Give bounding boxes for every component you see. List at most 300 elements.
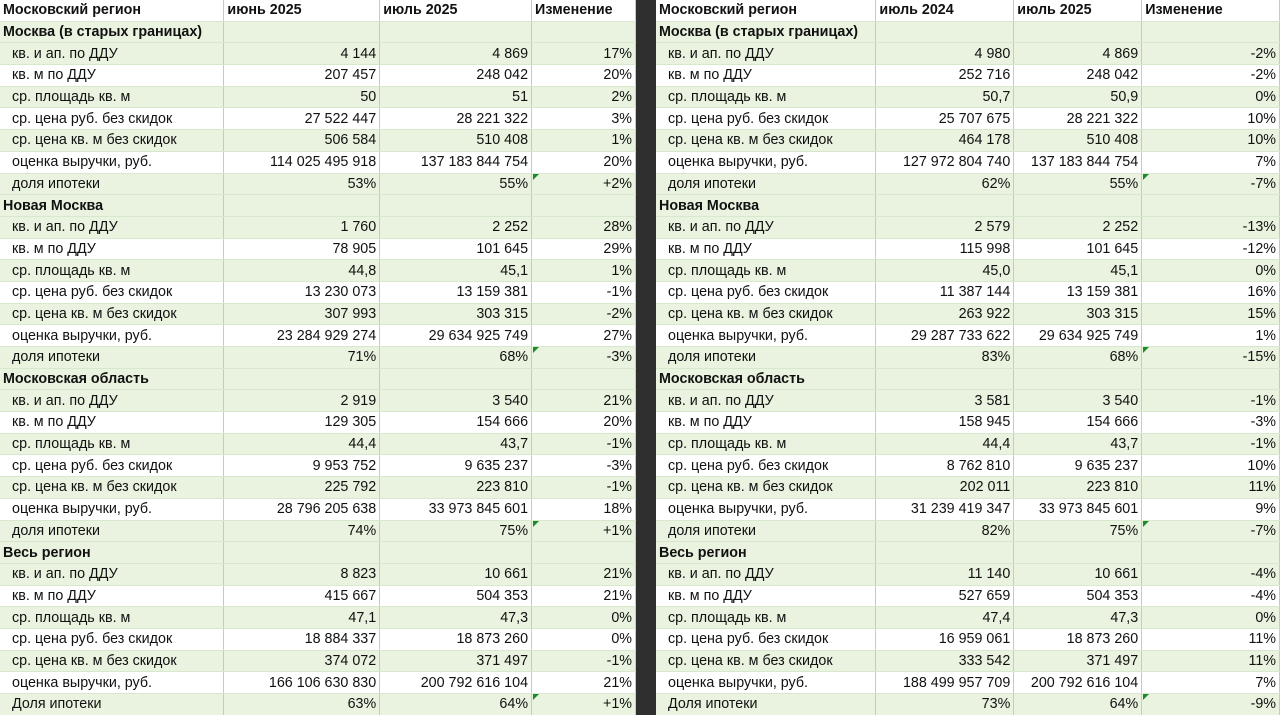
row-label-cell[interactable]: Весь регион — [0, 542, 224, 564]
row-label-cell[interactable]: оценка выручки, руб. — [656, 151, 876, 173]
value-cell-period-2[interactable]: 9 635 237 — [1014, 455, 1142, 477]
change-cell[interactable]: 11% — [1142, 628, 1280, 650]
value-cell-period-2[interactable]: 29 634 925 749 — [1014, 325, 1142, 347]
row-label-cell[interactable]: оценка выручки, руб. — [0, 325, 224, 347]
row-label-cell[interactable]: ср. цена руб. без скидок — [656, 455, 876, 477]
row-label-cell[interactable]: ср. площадь кв. м — [656, 260, 876, 282]
section-header-row — [656, 542, 1280, 564]
change-cell[interactable]: 29% — [532, 238, 636, 260]
value-cell-period-1[interactable]: 129 305 — [224, 412, 380, 434]
value-cell-period-2[interactable]: 43,7 — [1014, 433, 1142, 455]
value-cell-period-1[interactable]: 25 707 675 — [876, 108, 1014, 130]
value-cell-period-1[interactable]: 11 387 144 — [876, 281, 1014, 303]
row-label-cell[interactable]: ср. площадь кв. м — [0, 260, 224, 282]
table-row — [0, 585, 636, 607]
row-label-cell[interactable]: ср. площадь кв. м — [656, 607, 876, 629]
table-row — [656, 325, 1280, 347]
table-row — [656, 585, 1280, 607]
change-cell[interactable]: 28% — [532, 216, 636, 238]
change-cell[interactable]: 1% — [1142, 325, 1280, 347]
value-cell-period-1[interactable]: 2 919 — [224, 390, 380, 412]
change-cell[interactable]: -15% — [1142, 347, 1280, 369]
value-cell-period-2[interactable]: 9 635 237 — [380, 455, 532, 477]
value-cell-period-2[interactable]: 248 042 — [380, 65, 532, 87]
change-cell[interactable]: 0% — [1142, 260, 1280, 282]
value-cell-period-1[interactable] — [224, 542, 380, 564]
row-label-cell[interactable]: доля ипотеки — [0, 520, 224, 542]
change-cell[interactable]: 1% — [532, 130, 636, 152]
row-label-cell[interactable]: ср. площадь кв. м — [0, 607, 224, 629]
change-cell[interactable]: -13% — [1142, 216, 1280, 238]
value-cell-period-2[interactable]: 303 315 — [1014, 303, 1142, 325]
row-label-cell[interactable]: кв. м по ДДУ — [656, 412, 876, 434]
value-cell-period-2[interactable]: 10 661 — [380, 563, 532, 585]
row-label-cell[interactable]: ср. цена кв. м без скидок — [0, 650, 224, 672]
value-cell-period-2[interactable] — [380, 195, 532, 217]
row-label-cell[interactable]: ср. цена руб. без скидок — [656, 628, 876, 650]
row-label-cell[interactable]: кв. м по ДДУ — [0, 585, 224, 607]
value-cell-period-2[interactable] — [380, 368, 532, 390]
row-label-cell[interactable]: ср. площадь кв. м — [656, 433, 876, 455]
row-label-cell[interactable]: ср. цена кв. м без скидок — [656, 477, 876, 499]
value-cell-period-1[interactable]: 8 762 810 — [876, 455, 1014, 477]
cell-comment-marker — [533, 174, 539, 180]
value-cell-period-2[interactable] — [1014, 542, 1142, 564]
row-label-cell[interactable]: кв. м по ДДУ — [0, 412, 224, 434]
value-cell-period-1[interactable]: 8 823 — [224, 563, 380, 585]
value-cell-period-1[interactable]: 207 457 — [224, 65, 380, 87]
row-label-cell[interactable]: Москва (в старых границах) — [0, 21, 224, 43]
value-cell-period-1[interactable] — [876, 542, 1014, 564]
table-row — [656, 260, 1280, 282]
change-cell[interactable]: 7% — [1142, 151, 1280, 173]
change-cell[interactable]: 17% — [532, 43, 636, 65]
value-cell-period-2[interactable]: 10 661 — [1014, 563, 1142, 585]
row-label-cell[interactable]: кв. м по ДДУ — [0, 65, 224, 87]
value-cell-period-2[interactable]: 13 159 381 — [1014, 281, 1142, 303]
value-cell-period-1[interactable]: 23 284 929 274 — [224, 325, 380, 347]
change-cell[interactable] — [532, 542, 636, 564]
change-cell[interactable]: 11% — [1142, 650, 1280, 672]
value-cell-period-2[interactable]: 68% — [1014, 347, 1142, 369]
value-cell-period-1[interactable]: 3 581 — [876, 390, 1014, 412]
value-cell-period-2[interactable]: 64% — [1014, 694, 1142, 715]
value-cell-period-2[interactable] — [380, 542, 532, 564]
row-label-cell[interactable]: ср. площадь кв. м — [656, 86, 876, 108]
value-cell-period-2[interactable]: 137 183 844 754 — [1014, 151, 1142, 173]
value-cell-period-2[interactable]: 371 497 — [1014, 650, 1142, 672]
value-cell-period-1[interactable]: 127 972 804 740 — [876, 151, 1014, 173]
change-cell[interactable]: -9% — [1142, 694, 1280, 715]
section-header-row — [0, 368, 636, 390]
table-row — [0, 628, 636, 650]
change-cell[interactable]: 20% — [532, 151, 636, 173]
value-cell-period-1[interactable]: 44,4 — [876, 433, 1014, 455]
change-cell[interactable]: -7% — [1142, 520, 1280, 542]
value-cell-period-1[interactable]: 114 025 495 918 — [224, 151, 380, 173]
value-cell-period-2[interactable]: 18 873 260 — [380, 628, 532, 650]
column-header[interactable]: Изменение — [1142, 0, 1280, 21]
value-cell-period-2[interactable]: 33 973 845 601 — [380, 498, 532, 520]
value-cell-period-2[interactable]: 45,1 — [380, 260, 532, 282]
value-cell-period-2[interactable]: 28 221 322 — [380, 108, 532, 130]
value-cell-period-2[interactable]: 154 666 — [1014, 412, 1142, 434]
value-cell-period-1[interactable]: 45,0 — [876, 260, 1014, 282]
table-row — [0, 43, 636, 65]
value-cell-period-2[interactable]: 45,1 — [1014, 260, 1142, 282]
value-cell-period-2[interactable]: 510 408 — [380, 130, 532, 152]
value-cell-period-2[interactable]: 75% — [380, 520, 532, 542]
row-label-cell[interactable]: ср. площадь кв. м — [0, 433, 224, 455]
value-cell-period-1[interactable]: 63% — [224, 694, 380, 715]
value-cell-period-2[interactable]: 43,7 — [380, 433, 532, 455]
value-cell-period-2[interactable] — [1014, 368, 1142, 390]
value-cell-period-2[interactable]: 371 497 — [380, 650, 532, 672]
value-cell-period-1[interactable]: 333 542 — [876, 650, 1014, 672]
value-cell-period-2[interactable]: 51 — [380, 86, 532, 108]
row-label-cell[interactable]: кв. и ап. по ДДУ — [656, 390, 876, 412]
cell-comment-marker — [533, 694, 539, 700]
right-table-panel — [656, 0, 1280, 715]
change-cell[interactable]: -3% — [532, 455, 636, 477]
row-label-cell[interactable]: Новая Москва — [656, 195, 876, 217]
value-cell-period-1[interactable] — [224, 195, 380, 217]
row-label-cell[interactable]: доля ипотеки — [656, 520, 876, 542]
table-row — [656, 216, 1280, 238]
row-label-cell[interactable]: ср. цена руб. без скидок — [0, 455, 224, 477]
section-header-row — [656, 195, 1280, 217]
value-cell-period-2[interactable]: 33 973 845 601 — [1014, 498, 1142, 520]
value-cell-period-1[interactable]: 83% — [876, 347, 1014, 369]
row-label-cell[interactable]: кв. и ап. по ДДУ — [656, 43, 876, 65]
change-cell[interactable]: -2% — [1142, 65, 1280, 87]
row-label-cell[interactable]: Москва (в старых границах) — [656, 21, 876, 43]
value-cell-period-2[interactable]: 4 869 — [380, 43, 532, 65]
column-header[interactable]: июль 2025 — [380, 0, 532, 21]
change-cell[interactable]: +2% — [532, 173, 636, 195]
row-label-cell[interactable]: оценка выручки, руб. — [656, 325, 876, 347]
row-label-cell[interactable]: ср. цена кв. м без скидок — [656, 303, 876, 325]
column-header[interactable]: июнь 2025 — [224, 0, 380, 21]
value-cell-period-1[interactable]: 16 959 061 — [876, 628, 1014, 650]
row-label-cell[interactable]: ср. цена руб. без скидок — [656, 108, 876, 130]
table-row — [656, 477, 1280, 499]
row-label-cell[interactable]: кв. м по ДДУ — [656, 65, 876, 87]
value-cell-period-2[interactable]: 101 645 — [1014, 238, 1142, 260]
change-cell[interactable]: 16% — [1142, 281, 1280, 303]
row-label-cell[interactable]: кв. и ап. по ДДУ — [656, 563, 876, 585]
change-cell[interactable]: -4% — [1142, 563, 1280, 585]
section-header-row — [656, 368, 1280, 390]
change-cell[interactable]: 2% — [532, 86, 636, 108]
table-row — [656, 108, 1280, 130]
table-row — [0, 65, 636, 87]
change-cell[interactable]: 0% — [532, 607, 636, 629]
value-cell-period-2[interactable]: 510 408 — [1014, 130, 1142, 152]
table-row — [0, 694, 636, 715]
row-label-cell[interactable]: Весь регион — [656, 542, 876, 564]
value-cell-period-1[interactable]: 263 922 — [876, 303, 1014, 325]
row-label-cell[interactable]: Московская область — [0, 368, 224, 390]
row-label-cell[interactable]: доля ипотеки — [656, 347, 876, 369]
change-cell[interactable]: -1% — [532, 650, 636, 672]
change-cell[interactable]: -2% — [1142, 43, 1280, 65]
value-cell-period-1[interactable]: 31 239 419 347 — [876, 498, 1014, 520]
value-cell-period-1[interactable]: 13 230 073 — [224, 281, 380, 303]
column-header[interactable]: июль 2024 — [876, 0, 1014, 21]
row-label-cell[interactable]: ср. цена руб. без скидок — [656, 281, 876, 303]
row-label-cell[interactable]: кв. м по ДДУ — [656, 585, 876, 607]
value-cell-period-1[interactable]: 74% — [224, 520, 380, 542]
change-cell[interactable]: -3% — [1142, 412, 1280, 434]
value-cell-period-2[interactable]: 303 315 — [380, 303, 532, 325]
value-cell-period-1[interactable]: 4 144 — [224, 43, 380, 65]
value-cell-period-1[interactable]: 44,4 — [224, 433, 380, 455]
change-cell[interactable]: 10% — [1142, 130, 1280, 152]
value-cell-period-1[interactable]: 18 884 337 — [224, 628, 380, 650]
change-cell[interactable]: 10% — [1142, 108, 1280, 130]
change-cell[interactable]: -1% — [1142, 433, 1280, 455]
row-label-cell[interactable]: доля ипотеки — [656, 173, 876, 195]
value-cell-period-1[interactable]: 62% — [876, 173, 1014, 195]
value-cell-period-1[interactable]: 464 178 — [876, 130, 1014, 152]
value-cell-period-1[interactable]: 11 140 — [876, 563, 1014, 585]
value-cell-period-1[interactable] — [876, 195, 1014, 217]
value-cell-period-1[interactable]: 53% — [224, 173, 380, 195]
row-label-cell[interactable]: оценка выручки, руб. — [656, 672, 876, 694]
change-cell[interactable]: 3% — [532, 108, 636, 130]
row-label-cell[interactable]: ср. цена кв. м без скидок — [656, 650, 876, 672]
change-cell[interactable]: 11% — [1142, 477, 1280, 499]
value-cell-period-1[interactable]: 527 659 — [876, 585, 1014, 607]
row-label-cell[interactable]: кв. м по ДДУ — [0, 238, 224, 260]
change-cell[interactable]: 21% — [532, 585, 636, 607]
table-row — [0, 325, 636, 347]
value-cell-period-2[interactable] — [380, 21, 532, 43]
value-cell-period-2[interactable]: 75% — [1014, 520, 1142, 542]
table-row — [0, 433, 636, 455]
cell-comment-marker — [1143, 174, 1149, 180]
cell-comment-marker — [1143, 347, 1149, 353]
row-label-cell[interactable]: Московская область — [656, 368, 876, 390]
value-cell-period-1[interactable]: 29 287 733 622 — [876, 325, 1014, 347]
value-cell-period-2[interactable]: 2 252 — [1014, 216, 1142, 238]
row-label-cell[interactable]: кв. и ап. по ДДУ — [0, 216, 224, 238]
table-row — [656, 650, 1280, 672]
value-cell-period-2[interactable]: 200 792 616 104 — [380, 672, 532, 694]
value-cell-period-2[interactable]: 29 634 925 749 — [380, 325, 532, 347]
value-cell-period-2[interactable]: 3 540 — [380, 390, 532, 412]
row-label-cell[interactable]: Новая Москва — [0, 195, 224, 217]
table-row — [0, 347, 636, 369]
change-cell[interactable]: 0% — [1142, 86, 1280, 108]
row-label-cell[interactable]: кв. и ап. по ДДУ — [0, 43, 224, 65]
change-cell[interactable]: 0% — [1142, 607, 1280, 629]
value-cell-period-1[interactable] — [876, 21, 1014, 43]
row-label-cell[interactable]: ср. цена кв. м без скидок — [0, 130, 224, 152]
value-cell-period-2[interactable] — [1014, 195, 1142, 217]
value-cell-period-2[interactable]: 13 159 381 — [380, 281, 532, 303]
change-cell[interactable]: 27% — [532, 325, 636, 347]
change-cell[interactable] — [1142, 368, 1280, 390]
cell-comment-marker — [533, 521, 539, 527]
value-cell-period-2[interactable]: 3 540 — [1014, 390, 1142, 412]
row-label-cell[interactable]: ср. площадь кв. м — [0, 86, 224, 108]
change-cell[interactable]: 18% — [532, 498, 636, 520]
value-cell-period-1[interactable]: 50,7 — [876, 86, 1014, 108]
value-cell-period-2[interactable]: 50,9 — [1014, 86, 1142, 108]
value-cell-period-1[interactable]: 47,4 — [876, 607, 1014, 629]
column-header[interactable]: Изменение — [532, 0, 636, 21]
value-cell-period-2[interactable]: 101 645 — [380, 238, 532, 260]
change-cell[interactable]: 20% — [532, 412, 636, 434]
value-cell-period-2[interactable]: 64% — [380, 694, 532, 715]
value-cell-period-1[interactable]: 225 792 — [224, 477, 380, 499]
value-cell-period-2[interactable]: 28 221 322 — [1014, 108, 1142, 130]
row-label-cell[interactable]: доля ипотеки — [0, 173, 224, 195]
change-cell[interactable]: -12% — [1142, 238, 1280, 260]
change-cell[interactable] — [1142, 21, 1280, 43]
value-cell-period-2[interactable]: 248 042 — [1014, 65, 1142, 87]
section-header-row — [656, 21, 1280, 43]
row-label-cell[interactable]: ср. цена руб. без скидок — [0, 281, 224, 303]
value-cell-period-1[interactable]: 1 760 — [224, 216, 380, 238]
column-header[interactable]: Московский регион — [656, 0, 876, 21]
value-cell-period-1[interactable]: 188 499 957 709 — [876, 672, 1014, 694]
change-cell[interactable]: 15% — [1142, 303, 1280, 325]
change-cell[interactable]: -2% — [532, 303, 636, 325]
change-cell[interactable]: -1% — [532, 477, 636, 499]
change-cell[interactable]: 9% — [1142, 498, 1280, 520]
row-label-cell[interactable]: кв. м по ДДУ — [656, 238, 876, 260]
value-cell-period-1[interactable]: 506 584 — [224, 130, 380, 152]
value-cell-period-1[interactable]: 73% — [876, 694, 1014, 715]
row-label-cell[interactable]: ср. цена кв. м без скидок — [0, 303, 224, 325]
table-row — [0, 151, 636, 173]
value-cell-period-1[interactable]: 9 953 752 — [224, 455, 380, 477]
value-cell-period-2[interactable]: 47,3 — [1014, 607, 1142, 629]
change-cell[interactable]: 7% — [1142, 672, 1280, 694]
row-label-cell[interactable]: оценка выручки, руб. — [656, 498, 876, 520]
change-cell[interactable] — [1142, 195, 1280, 217]
change-cell[interactable]: -1% — [532, 433, 636, 455]
change-cell[interactable] — [532, 195, 636, 217]
change-cell[interactable]: 21% — [532, 563, 636, 585]
table-row — [0, 216, 636, 238]
value-cell-period-1[interactable]: 71% — [224, 347, 380, 369]
value-cell-period-2[interactable]: 55% — [380, 173, 532, 195]
change-cell[interactable]: 20% — [532, 65, 636, 87]
value-cell-period-2[interactable]: 4 869 — [1014, 43, 1142, 65]
value-cell-period-2[interactable]: 154 666 — [380, 412, 532, 434]
row-label-cell[interactable]: доля ипотеки — [0, 347, 224, 369]
change-cell[interactable]: 1% — [532, 260, 636, 282]
change-cell[interactable] — [532, 21, 636, 43]
change-cell[interactable]: 21% — [532, 672, 636, 694]
value-cell-period-1[interactable]: 166 106 630 830 — [224, 672, 380, 694]
section-header-row — [0, 21, 636, 43]
change-cell[interactable]: 21% — [532, 390, 636, 412]
row-label-cell[interactable]: оценка выручки, руб. — [0, 672, 224, 694]
value-cell-period-2[interactable]: 504 353 — [380, 585, 532, 607]
value-cell-period-2[interactable]: 200 792 616 104 — [1014, 672, 1142, 694]
column-header[interactable]: июль 2025 — [1014, 0, 1142, 21]
row-label-cell[interactable]: ср. цена кв. м без скидок — [656, 130, 876, 152]
value-cell-period-1[interactable]: 202 011 — [876, 477, 1014, 499]
table-row — [656, 607, 1280, 629]
row-label-cell[interactable]: кв. и ап. по ДДУ — [656, 216, 876, 238]
value-cell-period-2[interactable]: 504 353 — [1014, 585, 1142, 607]
value-cell-period-1[interactable]: 44,8 — [224, 260, 380, 282]
row-label-cell[interactable]: ср. цена руб. без скидок — [0, 628, 224, 650]
value-cell-period-1[interactable]: 27 522 447 — [224, 108, 380, 130]
row-label-cell[interactable]: кв. и ап. по ДДУ — [0, 390, 224, 412]
value-cell-period-2[interactable]: 2 252 — [380, 216, 532, 238]
change-cell[interactable]: -1% — [532, 281, 636, 303]
change-cell[interactable]: 10% — [1142, 455, 1280, 477]
value-cell-period-1[interactable]: 4 980 — [876, 43, 1014, 65]
change-cell[interactable]: -4% — [1142, 585, 1280, 607]
value-cell-period-2[interactable]: 55% — [1014, 173, 1142, 195]
value-cell-period-1[interactable]: 158 945 — [876, 412, 1014, 434]
value-cell-period-1[interactable]: 28 796 205 638 — [224, 498, 380, 520]
table-row — [0, 390, 636, 412]
row-label-cell[interactable]: оценка выручки, руб. — [0, 498, 224, 520]
row-label-cell[interactable]: кв. и ап. по ДДУ — [0, 563, 224, 585]
value-cell-period-1[interactable]: 50 — [224, 86, 380, 108]
change-cell[interactable]: -7% — [1142, 173, 1280, 195]
value-cell-period-1[interactable] — [224, 21, 380, 43]
table-row — [0, 477, 636, 499]
value-cell-period-1[interactable] — [876, 368, 1014, 390]
value-cell-period-2[interactable]: 223 810 — [380, 477, 532, 499]
row-label-cell[interactable]: оценка выручки, руб. — [0, 151, 224, 173]
table-row — [0, 607, 636, 629]
value-cell-period-1[interactable]: 78 905 — [224, 238, 380, 260]
change-cell[interactable]: 0% — [532, 628, 636, 650]
value-cell-period-2[interactable] — [1014, 21, 1142, 43]
value-cell-period-1[interactable]: 252 716 — [876, 65, 1014, 87]
change-cell[interactable] — [1142, 542, 1280, 564]
header-row — [0, 0, 636, 21]
value-cell-period-1[interactable]: 307 993 — [224, 303, 380, 325]
value-cell-period-1[interactable]: 115 998 — [876, 238, 1014, 260]
value-cell-period-1[interactable] — [224, 368, 380, 390]
value-cell-period-1[interactable]: 47,1 — [224, 607, 380, 629]
row-label-cell[interactable]: Доля ипотеки — [0, 694, 224, 715]
table-row — [0, 412, 636, 434]
change-cell[interactable] — [532, 368, 636, 390]
value-cell-period-1[interactable]: 82% — [876, 520, 1014, 542]
value-cell-period-1[interactable]: 415 667 — [224, 585, 380, 607]
value-cell-period-1[interactable]: 2 579 — [876, 216, 1014, 238]
change-cell[interactable]: -1% — [1142, 390, 1280, 412]
change-cell[interactable]: +1% — [532, 694, 636, 715]
row-label-cell[interactable]: ср. цена руб. без скидок — [0, 108, 224, 130]
row-label-cell[interactable]: ср. цена кв. м без скидок — [0, 477, 224, 499]
value-cell-period-2[interactable]: 47,3 — [380, 607, 532, 629]
row-label-cell[interactable]: Доля ипотеки — [656, 694, 876, 715]
value-cell-period-2[interactable]: 223 810 — [1014, 477, 1142, 499]
column-header[interactable]: Московский регион — [0, 0, 224, 21]
value-cell-period-2[interactable]: 68% — [380, 347, 532, 369]
value-cell-period-2[interactable]: 18 873 260 — [1014, 628, 1142, 650]
change-cell[interactable]: -3% — [532, 347, 636, 369]
value-cell-period-2[interactable]: 137 183 844 754 — [380, 151, 532, 173]
left-table-panel — [0, 0, 636, 715]
value-cell-period-1[interactable]: 374 072 — [224, 650, 380, 672]
change-cell[interactable]: +1% — [532, 520, 636, 542]
